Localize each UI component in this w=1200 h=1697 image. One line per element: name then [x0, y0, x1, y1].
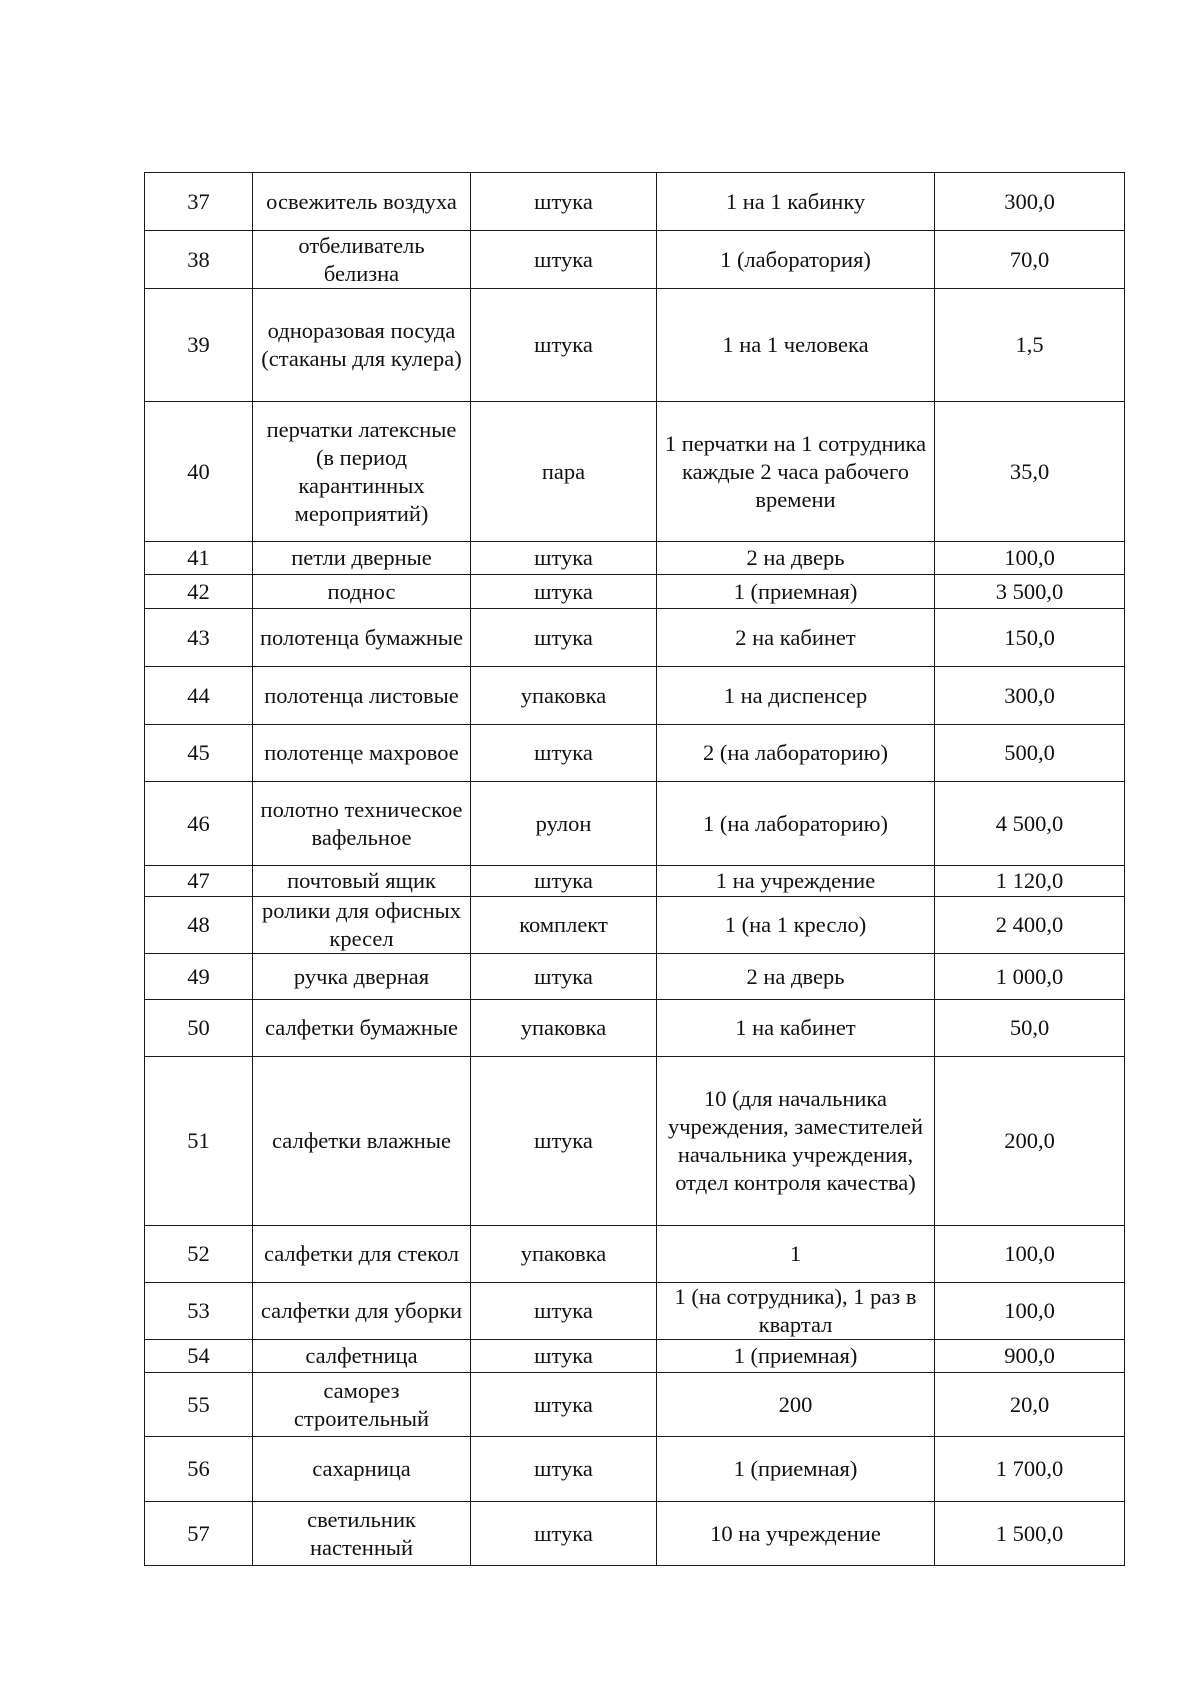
row-number-cell: 42 [145, 575, 253, 609]
item-name-cell: одноразовая посуда (стаканы для кулера) [253, 289, 471, 402]
unit-cell: штука [471, 1373, 657, 1437]
unit-cell: штука [471, 1057, 657, 1226]
unit-cell: штука [471, 1502, 657, 1566]
row-number-cell: 48 [145, 897, 253, 954]
row-number-cell: 53 [145, 1283, 253, 1340]
price-cell: 70,0 [935, 231, 1125, 289]
row-number-cell: 56 [145, 1437, 253, 1502]
table-row [145, 1502, 1125, 1566]
unit-cell: штука [471, 1340, 657, 1373]
norm-cell: 200 [657, 1373, 935, 1437]
unit-cell: штука [471, 542, 657, 575]
price-cell: 4 500,0 [935, 782, 1125, 866]
item-name-cell: сахарница [253, 1437, 471, 1502]
table-row [145, 231, 1125, 289]
row-number-cell: 49 [145, 954, 253, 1000]
item-name-cell: ролики для офисных кресел [253, 897, 471, 954]
row-number-cell: 39 [145, 289, 253, 402]
row-number-cell: 46 [145, 782, 253, 866]
price-cell: 20,0 [935, 1373, 1125, 1437]
row-number-cell: 43 [145, 609, 253, 667]
unit-cell: упаковка [471, 1000, 657, 1057]
table-row [145, 1373, 1125, 1437]
price-cell: 200,0 [935, 1057, 1125, 1226]
norm-cell: 1 на диспенсер [657, 667, 935, 725]
price-cell: 900,0 [935, 1340, 1125, 1373]
table-row [145, 609, 1125, 667]
price-cell: 500,0 [935, 725, 1125, 782]
row-number-cell: 50 [145, 1000, 253, 1057]
unit-cell: штука [471, 231, 657, 289]
norm-cell: 1 перчатки на 1 сотрудника каждые 2 часа рабочего времени [657, 402, 935, 542]
row-number-cell: 40 [145, 402, 253, 542]
row-number-cell: 51 [145, 1057, 253, 1226]
row-number-cell: 38 [145, 231, 253, 289]
unit-cell: штука [471, 866, 657, 897]
price-cell: 35,0 [935, 402, 1125, 542]
price-cell: 2 400,0 [935, 897, 1125, 954]
norm-cell: 1 (приемная) [657, 1340, 935, 1373]
table-row [145, 542, 1125, 575]
norm-cell: 1 (приемная) [657, 575, 935, 609]
table-row [145, 954, 1125, 1000]
item-name-cell: салфетница [253, 1340, 471, 1373]
unit-cell: штука [471, 1437, 657, 1502]
unit-cell: штука [471, 609, 657, 667]
row-number-cell: 55 [145, 1373, 253, 1437]
norm-cell: 1 (на сотрудника), 1 раз в квартал [657, 1283, 935, 1340]
unit-cell: штука [471, 1283, 657, 1340]
table-row [145, 1283, 1125, 1340]
item-name-cell: перчатки латексные (в период карантинных мероприятий) [253, 402, 471, 542]
item-name-cell: светильник настенный [253, 1502, 471, 1566]
item-name-cell: салфетки бумажные [253, 1000, 471, 1057]
unit-cell: пара [471, 402, 657, 542]
norm-cell: 2 на дверь [657, 542, 935, 575]
row-number-cell: 37 [145, 173, 253, 231]
item-name-cell: петли дверные [253, 542, 471, 575]
item-name-cell: полотно техническое вафельное [253, 782, 471, 866]
price-cell: 1 120,0 [935, 866, 1125, 897]
norm-cell: 1 (приемная) [657, 1437, 935, 1502]
table-row [145, 1226, 1125, 1283]
price-cell: 100,0 [935, 542, 1125, 575]
table-row [145, 1340, 1125, 1373]
unit-cell: комплект [471, 897, 657, 954]
table-row [145, 402, 1125, 542]
price-cell: 150,0 [935, 609, 1125, 667]
price-cell: 1 000,0 [935, 954, 1125, 1000]
table-row [145, 289, 1125, 402]
row-number-cell: 44 [145, 667, 253, 725]
table-row [145, 173, 1125, 231]
row-number-cell: 52 [145, 1226, 253, 1283]
norm-cell: 1 на 1 кабинку [657, 173, 935, 231]
item-name-cell: саморез строительный [253, 1373, 471, 1437]
table-row [145, 866, 1125, 897]
item-name-cell: салфетки влажные [253, 1057, 471, 1226]
unit-cell: штука [471, 575, 657, 609]
unit-cell: штука [471, 173, 657, 231]
norm-cell: 1 [657, 1226, 935, 1283]
item-name-cell: отбеливатель белизна [253, 231, 471, 289]
table-row [145, 575, 1125, 609]
norm-cell: 1 на кабинет [657, 1000, 935, 1057]
row-number-cell: 45 [145, 725, 253, 782]
norm-cell: 10 на учреждение [657, 1502, 935, 1566]
price-cell: 300,0 [935, 173, 1125, 231]
price-cell: 50,0 [935, 1000, 1125, 1057]
norm-cell: 1 на 1 человека [657, 289, 935, 402]
price-cell: 100,0 [935, 1226, 1125, 1283]
row-number-cell: 47 [145, 866, 253, 897]
norm-cell: 2 на кабинет [657, 609, 935, 667]
table-row [145, 725, 1125, 782]
unit-cell: рулон [471, 782, 657, 866]
price-cell: 1 700,0 [935, 1437, 1125, 1502]
item-name-cell: полотенца бумажные [253, 609, 471, 667]
price-cell: 3 500,0 [935, 575, 1125, 609]
item-name-cell: полотенце махровое [253, 725, 471, 782]
unit-cell: штука [471, 289, 657, 402]
unit-cell: штука [471, 954, 657, 1000]
norm-cell: 1 (лаборатория) [657, 231, 935, 289]
table-row [145, 1057, 1125, 1226]
row-number-cell: 54 [145, 1340, 253, 1373]
unit-cell: упаковка [471, 1226, 657, 1283]
row-number-cell: 41 [145, 542, 253, 575]
supplies-norm-table [144, 172, 1125, 1566]
table-row [145, 782, 1125, 866]
price-cell: 300,0 [935, 667, 1125, 725]
item-name-cell: салфетки для стекол [253, 1226, 471, 1283]
item-name-cell: почтовый ящик [253, 866, 471, 897]
table-row [145, 1437, 1125, 1502]
table-row [145, 897, 1125, 954]
item-name-cell: салфетки для уборки [253, 1283, 471, 1340]
norm-cell: 2 на дверь [657, 954, 935, 1000]
price-cell: 1,5 [935, 289, 1125, 402]
table-row [145, 1000, 1125, 1057]
norm-cell: 1 (на лабораторию) [657, 782, 935, 866]
item-name-cell: полотенца листовые [253, 667, 471, 725]
norm-cell: 1 (на 1 кресло) [657, 897, 935, 954]
price-cell: 100,0 [935, 1283, 1125, 1340]
norm-cell: 10 (для начальника учреждения, заместителей начальника учреждения, отдел контроля качества) [657, 1057, 935, 1226]
item-name-cell: ручка дверная [253, 954, 471, 1000]
row-number-cell: 57 [145, 1502, 253, 1566]
item-name-cell: освежитель воздуха [253, 173, 471, 231]
unit-cell: штука [471, 725, 657, 782]
norm-cell: 2 (на лабораторию) [657, 725, 935, 782]
unit-cell: упаковка [471, 667, 657, 725]
table-row [145, 667, 1125, 725]
price-cell: 1 500,0 [935, 1502, 1125, 1566]
item-name-cell: поднос [253, 575, 471, 609]
norm-cell: 1 на учреждение [657, 866, 935, 897]
table-body [145, 173, 1125, 1566]
